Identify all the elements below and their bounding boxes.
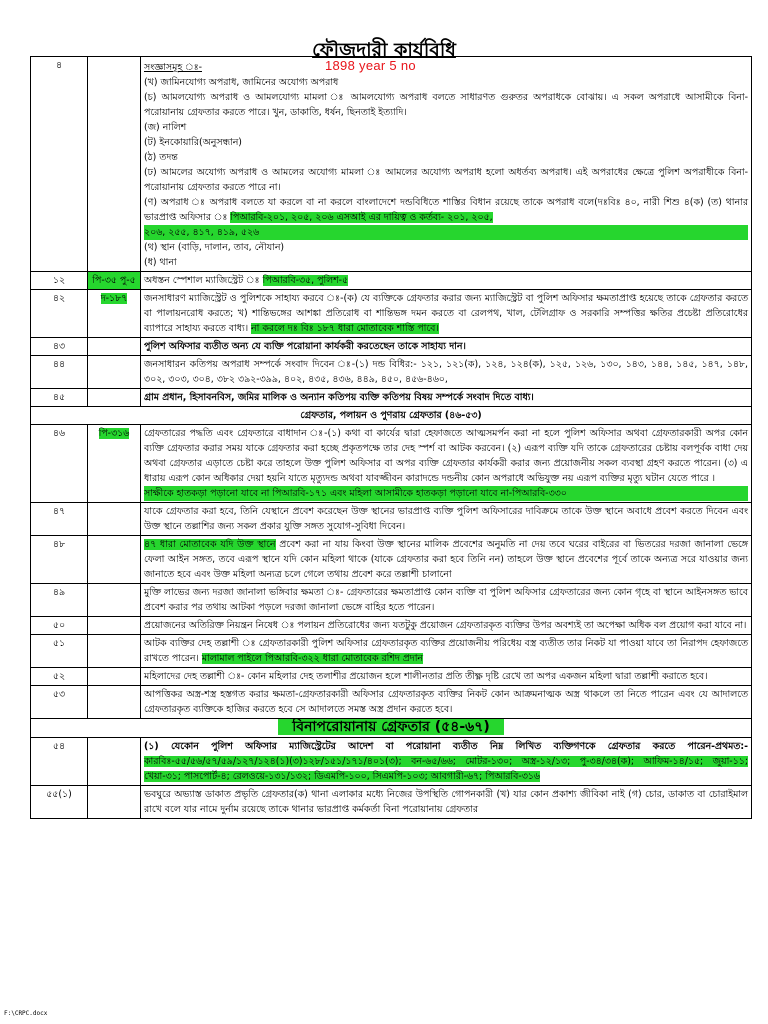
table-row	[31, 425, 752, 503]
section-text: (১) যেকোন পুলিশ অফিসার ম্যাজিস্ট্রেটের আদেশ বা পরোয়ানা ব্যতীত নিম্ন লিখিত ব্যক্তিগণকে গ্রেফতার করতে পারেন-প্রথমত:-	[144, 741, 748, 752]
table-row	[31, 290, 752, 338]
reference-cell	[88, 668, 141, 686]
page-title: ফৌজদারী কার্যবিধি	[312, 39, 456, 61]
section-text: ভবঘুরে অভ্যাস্ত ডাকাত প্রভৃতি গ্রেফতার(ক) থানা এলাকার মধ্যে নিজের উপস্থিতি গোপনকারী (খ) যার কোন প্রকাশ্য জীবিকা নাই (গ) চোর, ডাকাত বা চোরাইমাল রাখে বলে যার নামে দুর্নাম রয়েছে তাকে থানার ভারপ্রাপ্ত কর্মকর্তা বিনা পরোয়ানায় গ্রেফতার	[141, 786, 752, 819]
definition-line: (জ) নালিশ	[144, 122, 187, 133]
reference-tag: দ-১৮৭	[100, 293, 128, 304]
section-text: পুলিশ অফিসার ব্যতীত অন্য যে ব্যক্তি পরোয়ানা কার্যকরী করতেছেন তাকে সাহায্য দান।	[141, 338, 752, 356]
section-text: মুক্তি লাভের জন্য দরজা জানালা ভঙ্গিবার ক্ষমতা ঃ- গ্রেফতারের ক্ষমতাপ্রাপ্ত কোন ব্যক্তি বা পুলিশ অফিসার গ্রেফতারের জন্য কোন গৃহে বা স্থানে আইনসঙ্গত ভাবে প্রবেশ করার পর তথায় আটকা পড়লে দরজা জানালা ভেঙ্গে বাহির হতে পারেন।	[141, 584, 752, 617]
table-row	[31, 536, 752, 584]
section-number: ১২	[31, 272, 88, 290]
highlighted-reference: মালামাল পাইলে পিআরবি-৩২২ ধারা মোতাবেক রশিদ প্রদান	[201, 653, 424, 664]
definition-line: (চ) আমলযোগ্য অপরাধ ও আমলযোগ্য মামলা ঃ আমলযোগ্য অপরাধ বলতে সাধারণত গুরুতর অপরাধকে বোঝায়। এ সকল অপরাধে আসামীকে বিনা-পরোয়ানায় গ্রেফতার করতে পারে। খুন, ডাকাতি, ধর্ষন, ছিনতাই ইত্যাদি।	[144, 92, 748, 118]
section-text: জনসাধারন কতিপয় অপরাধ সম্পর্কে সংবাদ দিবেন ঃ-(১) দন্ড বিধির:- ১২১, ১২১(ক), ১২৪, ১২৪(ক), ১২৫, ১২৬, ১৩০, ১৪৩, ১৪৪, ১৪৫, ১৪৭, ১৪৮, ৩০২, ৩০৩, ৩০৪, ৩৮২ ৩৯২-৩৯৯, ৪০২, ৪৩৫, ৪৩৬, ৪৪৯, ৪৫০, ৪৫৬-৪৬০,	[141, 356, 752, 389]
definition-line: (ধ) থানা	[144, 257, 177, 268]
reference-cell	[88, 356, 141, 389]
reference-cell	[88, 389, 141, 407]
table-row	[31, 635, 752, 668]
table-row	[31, 738, 752, 786]
table-row	[31, 617, 752, 635]
chapter-heading: বিনাপরোয়ানায় গ্রেফতার (৫৪-৬৭)	[278, 719, 503, 735]
section-number: ৪৮	[31, 536, 88, 584]
section-number: ৫৪	[31, 738, 88, 786]
definition-line: (ণ) অপরাধ ঃ অপরাধ বলতে যা করলে বা না করলে বাংলাদেশে দন্ডবিধিতে শাস্তির বিধান রয়েছে তাকে অপরাধ বলে(দঃবিঃ ৪০, নারী শিশু ৪(ক) (ত) থানার ভারপ্রাপ্ত অফিসার ঃ	[144, 197, 748, 223]
definition-line: (থ) স্থান (বাড়ি, দালান, তাব, নৌযান)	[144, 242, 285, 253]
section-text: আপত্তিকর অস্ত্র-শস্ত্র হস্তগত করার ক্ষমতা-গ্রেফতারকারী অফিসার গ্রেফতারকৃত ব্যক্তির নিকট কোন আক্রমনাত্মক অস্ত্র থাকলে তা নিতে পারেন এবং যে আদালতে গ্রেফতারকৃত ব্যক্তিকে হাজির করতে হবে সে আদালতে সমস্ত অস্ত্র প্রদান করতে হবে।	[141, 686, 752, 719]
section-text: প্রয়োজনের অতিরিক্ত নিয়ন্ত্রন নিষেধ ঃ পলায়ন প্রতিরোধের জন্য যতটুকু প্রয়োজন গ্রেফতারকৃত ব্যক্তির উপর অবশ্যই তা অপেক্ষা অধিক বল প্রয়োগ করা যাবে না।	[141, 617, 752, 635]
table-row	[31, 686, 752, 719]
section-number: ৪৯	[31, 584, 88, 617]
section-text: প্রবেশ করা না যায় কিংবা উক্ত স্থানের মালিক প্রবেশের অনুমতি না দেয় তবে ঘরের বাইরের বা ভিতরের দরজা জানালা ভেঙ্গে ফেলা আইন সঙ্গত, তবে এরূপ স্থানে যদি কোন মহিলা থাকে (যাকে গ্রেফতার করা হবে তিনি নন) তাহলে উক্ত স্থানে প্রবেশের পূর্বে তাকে অন্যত্র সরে যাওয়ার জন্য জানাতে হবে এবং উক্ত মহিলা অন্যত্র চলে গেলে তথায় প্রবেশ করে তল্লাশী চালানো	[144, 539, 748, 580]
section-number: ৪৫	[31, 389, 88, 407]
chapter-heading-row	[31, 719, 752, 738]
highlighted-reference: ৪৭ ধারা মোতাবেক যদি উক্ত স্থানে	[144, 539, 276, 550]
definition-line: (ঠ) তদন্ত	[144, 152, 178, 163]
table-row	[31, 389, 752, 407]
table-row	[31, 57, 752, 272]
highlighted-reference: না করলে দঃ বিঃ ১৮৭ ধারা মোতাবেক শাস্তি পাবে।	[251, 323, 439, 334]
reference-cell: পি-৩৫ পু-৫	[88, 272, 141, 290]
section-number: ৪৩	[31, 338, 88, 356]
reference-cell	[88, 338, 141, 356]
section-content	[141, 738, 752, 786]
reference-cell	[88, 617, 141, 635]
section-text: গ্রাম প্রধান, হিসাবনবিস, জমির মালিক ও অন্যান কতিপয় ব্যক্তি কতিপয় বিষয় সম্পর্কে সংবাদ দিতে বাধ্য।	[141, 389, 752, 407]
highlighted-reference: ২০৬, ২৫৫, ৪১৭, ৪১৯, ৫২৬	[144, 225, 748, 240]
file-path-footer: F:\CRPC.docx	[4, 1010, 48, 1017]
reference-cell	[88, 503, 141, 536]
section-number: ৪৭	[31, 503, 88, 536]
definition-line: (ট) ইনকোয়ারি(অনুসন্ধান)	[144, 137, 242, 148]
section-number: ৪	[31, 57, 88, 272]
section-number: ৪২	[31, 290, 88, 338]
definition-line: (ঢ) আমলের অযোগ্য অপরাধ ও আমলের অযোগ্য মামলা ঃ আমলের অযোগ্য অপরাধ হলো অধর্তব্য অপরাধ। এই অপরাধের ক্ষেত্রে পুলিশ অপরাধীকে বিনা-পরোয়ানায় গ্রেফতার করতে পারে না।	[144, 167, 748, 193]
section-number: ৪৪	[31, 356, 88, 389]
section-number: ৫১	[31, 635, 88, 668]
section-content	[141, 290, 752, 338]
section-number: ৫৩	[31, 686, 88, 719]
act-year-note: 1898 year 5 no	[324, 58, 416, 73]
table-row	[31, 356, 752, 389]
section-content	[141, 635, 752, 668]
table-row	[31, 584, 752, 617]
law-table	[30, 56, 752, 819]
definition-line: (খ) জামিনযোগ্য অপরাধ, জামিনের অযোগ্য অপরাধ	[144, 77, 339, 88]
section-number: ৪৬	[31, 425, 88, 503]
reference-cell	[88, 425, 141, 503]
section-text: যাকে গ্রেফতার করা হবে, তিনি যেস্থানে প্রবেশ করেছেন উক্ত স্থানের ভারপ্রাপ্ত ব্যক্তি পুলিশ অফিসারের দাবিক্রমে তাকে উক্ত স্থানে অবাধে প্রবেশ করতে দিবেন এবং উক্ত স্থানে তল্লাশির জন্য সকল প্রকার যুক্তি সঙ্গত সুযোগ-সুবিধা দিবেন।	[141, 503, 752, 536]
reference-cell	[88, 686, 141, 719]
highlighted-reference: পিআরবি-৩৫, পুলিশ-৫	[262, 275, 349, 286]
section-content	[141, 57, 752, 272]
highlighted-reference: সাক্ষীকে হাতকড়া পড়ানো যাবে না পিআরবি-১৭১ এবং মহিলা আসামীকে হাতকড়া পড়ানো যাবে না-পিআরবি-৩৩০	[144, 486, 748, 501]
table-row	[31, 338, 752, 356]
table-row	[31, 786, 752, 819]
section-content	[141, 272, 752, 290]
section-content	[141, 536, 752, 584]
section-number: ৫২	[31, 668, 88, 686]
section-text: মহিলাদের দেহ তল্লাশী ঃ- কোন মহিলার দেহ তলাশীর প্রয়োজন হলে শালীনতার প্রতি তীক্ষ্ণ দৃষ্টি রেখে তা অপর একজন মহিলা দ্বারা তল্লাশী করাতে হবে।	[141, 668, 752, 686]
table-row	[31, 503, 752, 536]
reference-cell	[88, 738, 141, 786]
table-row	[31, 272, 752, 290]
reference-cell	[88, 786, 141, 819]
section-text: অধস্তন স্পেশাল ম্যাজিস্ট্রেট ঃ	[144, 275, 260, 286]
definitions-heading: সংজ্ঞাসমূহ ঃ-	[144, 62, 202, 73]
reference-cell	[88, 635, 141, 668]
reference-cell	[88, 536, 141, 584]
section-text: জনসাধারণ ম্যাজিস্ট্রেট ও পুলিশকে সাহায্য করবে ঃ-(ক) যে ব্যক্তিকে গ্রেফতার করার জন্য ম্যাজিস্ট্রেট বা পুলিশ অফিসার ক্ষমতাপ্রাপ্ত হয়েছে তাকে গ্রেফতার করতে বা পালায়নরোধ করতে; খ) শান্তিভঙ্গের আশঙ্কা প্রতিরোধ বা শান্তিভঙ্গ দমন করতে বা রেলপথ, খাল, টেলিগ্রাফ ও সরকারি সম্পত্তির ক্ষতির প্রচেষ্টা প্রতিরোধের ব্যাপারে সাহায্য করতে বাধ্য।	[144, 293, 748, 334]
highlighted-reference: কারবিঃ-৫৫/৫৬/৫৭/৫৯/১২৭/১২৪(১)(৩)১২৮/১৫১/১৭১/৪০১(৩); বন-৬৫/৬৬; মোটর-১৩০; অস্ত্র-১২/১৩; পু-৩৪/৩৪(ক); আফিম-১৪/১৫; জুয়া-১১; খেয়া-৩১; পাসপোর্ট-৪; রেলওয়ে-১৩১/১৩২; ডিএমপি-১০০, সিএমপি-১০৩; আবগারী-৬৭; পিআরবি-৩১৬	[144, 756, 748, 782]
highlighted-reference: পিআরবি-২০১, ২০৫, ২০৬ এসআই এর দায়িত্ব ও কর্তব্য- ২০১, ২০৫,	[230, 212, 493, 223]
reference-cell	[88, 57, 141, 272]
chapter-heading: গ্রেফতার, পলায়ন ও পুণরায় গ্রেফতার (৪৬-৫৩)	[31, 407, 752, 425]
section-text: গ্রেফতারের পদ্ধতি এবং গ্রেফতারে বাধাদান ঃ-(১) কথা বা কার্যের দ্বারা হেফাজতে আত্মসমর্পন করা না হলে পুলিশ অফিসার অথবা গ্রেফতারকারী অপর কোন ব্যক্তি গ্রেফতার করার সময় যাকে গ্রেফতার করা হচ্ছে প্রকৃতপক্ষে তার দেহ স্পর্শ বা আটক করবেন। (২) এরূপ ব্যক্তি যদি তাকে গ্রেফতারের চেষ্টায় বলপূর্বক বাধা দেয় অথবা গ্রেফতার এড়াতে চেষ্টা করে তাহলে উক্ত পুলিশ অফিসার বা অপর ব্যক্তি গ্রেফতার কার্যকরী করার জন্য প্রয়োজনীয় সকল ব্যবস্থা গ্রহণ করতে পারেন। (৩) এ ধারায় এরূপ কোন অধিকার দেয়া হয়নি যাতে মৃত্যুদন্ড অথবা যাবজ্জীবন কারাদন্ডে দন্ডনীয় কোন অপরাধে অভিযুক্ত নয় এরূপ ব্যক্তির মৃত্যু ঘটান যেতে পারে ।	[144, 428, 748, 484]
section-number: ৫০	[31, 617, 88, 635]
section-content	[141, 425, 752, 503]
reference-cell	[88, 584, 141, 617]
reference-cell	[88, 290, 141, 338]
table-row	[31, 668, 752, 686]
section-number: ৫৫(১)	[31, 786, 88, 819]
section-text: আটক ব্যক্তির দেহ তল্লাশী ঃ গ্রেফতারকারী পুলিশ অফিসার গ্রেফতারকৃত ব্যক্তির প্রয়োজনীয় পরিধেয় বস্ত্র ব্যতীত তার নিকট যা পাওয়া যাবে তা নিরাপদ হেফাজতে রাখতে পারেন।	[144, 638, 748, 664]
reference-tag: পি-৩১৬	[98, 428, 130, 439]
chapter-heading-row	[31, 407, 752, 425]
